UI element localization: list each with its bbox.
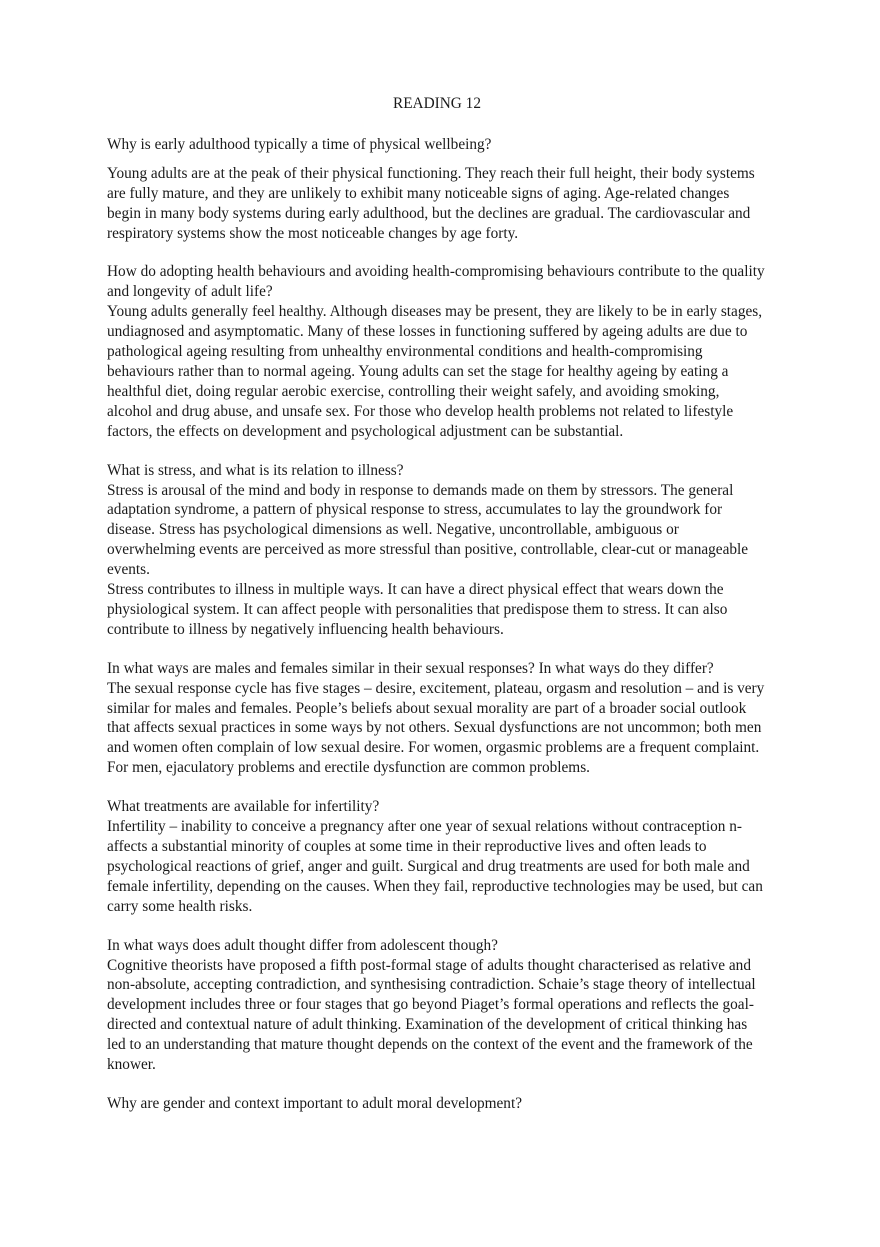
answer-3-part-2: Stress contributes to illness in multiple ways. It can have a direct physical effect that wears down the physiological system. It can affect people with personalities that predispose them to stress. It can also contribute to illness by negatively influencing health behaviours.: [107, 581, 728, 638]
answer-6: Cognitive theorists have proposed a fifth post-formal stage of adults thought characterised as relative and non-absolute, accepting contradiction, and synthesising contradiction. Schaie’s stage theory of intellectual development includes three or four stages that go beyond Piaget’s formal operations and reflects the goal-directed and contextual nature of adult thinking. Examination of the development of critical thinking has led to an understanding that mature thought depends on the context of the event and the framework of the knower.: [107, 956, 756, 1074]
question-6: In what ways does adult thought differ from adolescent though?: [107, 936, 498, 954]
question-4: In what ways are males and females similar in their sexual responses? In what ways do they differ?: [107, 659, 714, 677]
question-7: Why are gender and context important to adult moral development?: [107, 1094, 522, 1112]
answer-1: Young adults are at the peak of their physical functioning. They reach their full height, their body systems are fully mature, and they are unlikely to exhibit many noticeable signs of aging. Age-related changes begin in many body systems during early adulthood, but the declines are gradual. The cardiovascular and respiratory systems show the most noticeable changes by age forty.: [107, 164, 755, 242]
question-1: Why is early adulthood typically a time of physical wellbeing?: [107, 135, 492, 153]
answer-5: Infertility – inability to conceive a pregnancy after one year of sexual relations without contraception n- affects a substantial minority of couples at some time in their reproductive lives and often leads to psychological reactions of grief, anger and guilt. Surgical and drug treatments are used for both male and female infertility, depending on the causes. When they fail, reproductive technologies may be used, but can carry some health risks.: [107, 818, 763, 915]
answer-4: The sexual response cycle has five stages – desire, excitement, plateau, orgasm and resolution – and is very similar for males and females. People’s beliefs about sexual morality are part of a broader social outlook that affects sexual practices in some ways by not others. Sexual dysfunctions are not uncommon; both men and women often complain of low sexual desire. For women, orgasmic problems are a frequent complaint. For men, ejaculatory problems and erectile dysfunction are common problems.: [107, 679, 765, 777]
question-2: How do adopting health behaviours and avoiding health-compromising behaviours contribute to the quality and longevity of adult life?: [107, 263, 765, 301]
question-3: What is stress, and what is its relation to illness?: [107, 461, 404, 479]
page-title: READING 12: [393, 95, 481, 112]
answer-3-part-1: Stress is arousal of the mind and body in response to demands made on them by stressors. The general adaptation syndrome, a pattern of physical response to stress, accumulates to lay the groundwork for disease. Stress has psychological dimensions as well. Negative, uncontrollable, ambiguous or overwhelming events are perceived as more stressful than positive, controllable, clear-cut or manageable events.: [107, 481, 749, 579]
question-5: What treatments are available for infertility?: [107, 798, 380, 816]
document-page: [107, 94, 767, 1114]
answer-2: Young adults generally feel healthy. Although diseases may be present, they are likely to be in early stages, undiagnosed and asymptomatic. Many of these losses in functioning suffered by ageing adults are due to pathological ageing resulting from unhealthy environmental conditions and health-compromising behaviours rather than to normal ageing. Young adults can set the stage for healthy ageing by eating a healthful diet, doing regular aerobic exercise, controlling their weight safely, and avoiding smoking, alcohol and drug abuse, and unsafe sex. For those who develop health problems not related to lifestyle factors, the effects on development and psychological adjustment can be substantial.: [107, 303, 763, 440]
